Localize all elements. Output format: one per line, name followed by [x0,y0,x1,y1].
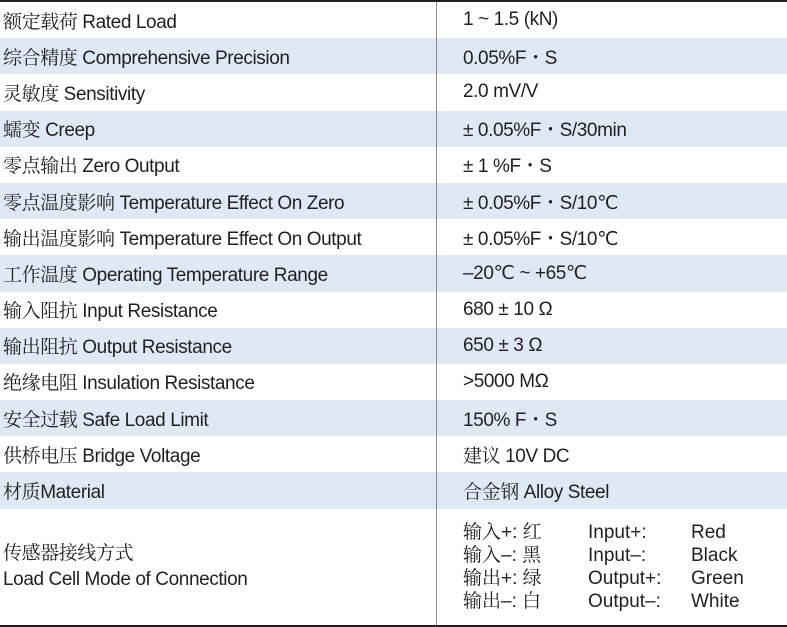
wire-cn: 输入–: 黑 [463,544,542,566]
wire-en: Output+: [588,567,662,589]
spec-label: 安全过载 Safe Load Limit [0,400,437,436]
connection-label-en: Load Cell Mode of Connection [3,568,248,590]
spec-value: 合金钢 Alloy Steel [463,482,610,504]
spec-row-rated-load [0,2,787,38]
spec-row-operating-temp [0,255,787,291]
spec-value: 650 ± 3 Ω [463,334,543,356]
spec-label: 灵敏度 Sensitivity [0,74,437,110]
spec-value: 1 ~ 1.5 (kN) [463,9,558,31]
spec-row-output-resistance [0,328,787,364]
spec-row-temp-effect-zero [0,183,787,219]
wiring-grid [463,521,761,613]
spec-row-insulation [0,364,787,400]
wire-cn: 输入+: 红 [463,521,542,543]
spec-label: 零点温度影响 Temperature Effect On Zero [0,183,437,219]
wire-color: White [691,590,740,612]
spec-value: 0.05%F・S [463,47,557,69]
connection-label [0,509,437,625]
spec-value: ± 1 %F・S [463,156,552,178]
spec-label: 工作温度 Operating Temperature Range [0,255,437,291]
spec-row-connection [0,509,787,627]
spec-label: 输出阻抗 Output Resistance [0,328,437,364]
wire-color: Black [691,544,738,566]
spec-value: ± 0.05%F・S/30min [463,120,627,142]
spec-label: 输入阻抗 Input Resistance [0,292,437,328]
spec-value: 150% F・S [463,409,557,431]
spec-row-input-resistance [0,292,787,328]
spec-label: 输出温度影响 Temperature Effect On Output [0,219,437,255]
connection-wiring [437,509,787,625]
wire-color: Red [691,521,726,543]
connection-label-cn: 传感器接线方式 [3,542,134,564]
spec-value: ± 0.05%F・S/10℃ [463,228,619,250]
spec-row-zero-output [0,147,787,183]
spec-label: 综合精度 Comprehensive Precision [0,38,437,74]
spec-row-creep [0,111,787,147]
wire-cn: 输出–: 白 [463,590,542,612]
spec-label: 蠕变 Creep [0,111,437,147]
spec-value: –20℃ ~ +65℃ [463,262,587,284]
spec-value: 680 ± 10 Ω [463,298,553,320]
wire-en: Input–: [588,544,647,566]
spec-label: 额定载荷 Rated Load [0,2,437,38]
spec-row-safe-load [0,400,787,436]
spec-value: 建议 10V DC [463,445,570,467]
spec-value: >5000 MΩ [463,370,549,392]
spec-value: 2.0 mV/V [463,81,538,103]
spec-row-sensitivity [0,74,787,110]
spec-row-precision [0,38,787,74]
spec-value: ± 0.05%F・S/10℃ [463,192,619,214]
wire-cn: 输出+: 绿 [463,567,542,589]
spec-label: 零点输出 Zero Output [0,147,437,183]
spec-label: 供桥电压 Bridge Voltage [0,436,437,472]
wire-en: Output–: [588,590,661,612]
wire-color: Green [691,567,744,589]
spec-row-temp-effect-output [0,219,787,255]
spec-label: 绝缘电阻 Insulation Resistance [0,364,437,400]
spec-label: 材质Material [0,472,437,508]
spec-row-bridge-voltage [0,436,787,472]
spec-row-material [0,472,787,508]
wire-en: Input+: [588,521,647,543]
